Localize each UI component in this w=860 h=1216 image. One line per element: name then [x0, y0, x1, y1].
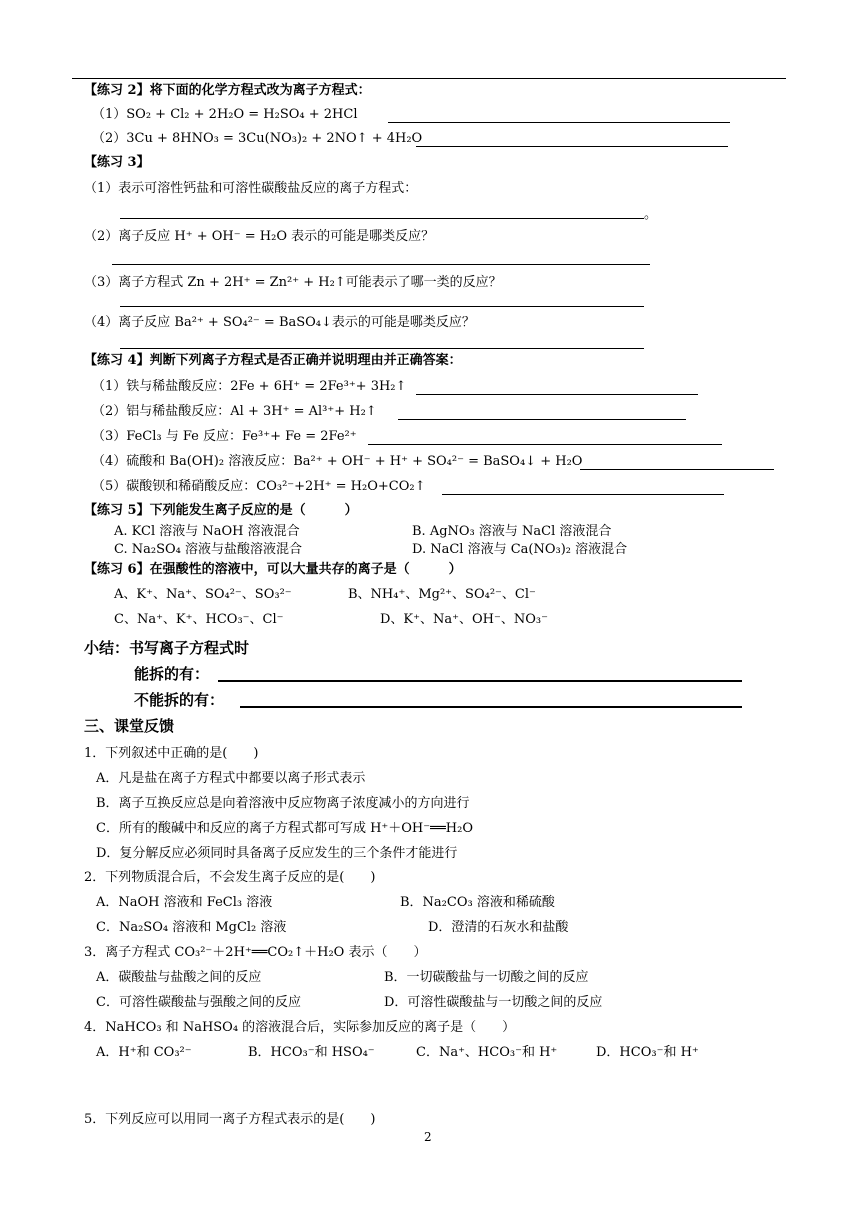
answer-line	[416, 394, 698, 395]
exercise-6-title: 【练习 6】在强酸性的溶液中，可以大量共存的离子是（ ）	[84, 562, 462, 577]
answer-line	[120, 306, 644, 307]
answer-line	[388, 122, 730, 123]
exercise-3-q4: （4）离子反应 Ba²⁺ + SO₄²⁻ = BaSO₄↓表示的可能是哪类反应？	[84, 315, 475, 330]
feedback-3-option-a: A．碳酸盐与盐酸之间的反应	[96, 970, 262, 985]
feedback-2-option-c: C．Na₂SO₄ 溶液和 MgCl₂ 溶液	[96, 920, 287, 935]
exercise-6-option-c: C、Na⁺、K⁺、HCO₃⁻、Cl⁻	[114, 612, 284, 627]
section-3-title: 三、课堂反馈	[84, 717, 175, 735]
answer-line	[240, 706, 742, 708]
exercise-2-q1: （1）SO₂ + Cl₂ + 2H₂O = H₂SO₄ + 2HCl	[92, 107, 358, 122]
exercise-4-q4: （4）硫酸和 Ba(OH)₂ 溶液反应：Ba²⁺ + OH⁻ + H⁺ + SO₄²⁻ = BaSO₄↓ + H₂O	[92, 454, 583, 469]
feedback-2-option-d: D．澄清的石灰水和盐酸	[428, 920, 569, 935]
feedback-4-option-d: D．HCO₃⁻和 H⁺	[596, 1045, 699, 1060]
summary-can-split: 能拆的有：	[134, 665, 210, 683]
feedback-4-question: 4．NaHCO₃ 和 NaHSO₄ 的溶液混合后，实际参加反应的离子是（ ）	[84, 1020, 516, 1035]
feedback-1-option-d: D．复分解反应必须同时具备离子反应发生的三个条件才能进行	[96, 846, 458, 861]
exercise-3-q3: （3）离子方程式 Zn + 2H⁺ = Zn²⁺ + H₂↑可能表示了哪一类的反应？	[84, 275, 502, 290]
answer-line	[580, 469, 774, 470]
exercise-4-title: 【练习 4】判断下列离子方程式是否正确并说明理由并正确答案：	[84, 353, 462, 368]
exercise-5-option-c: C. Na₂SO₄ 溶液与盐酸溶液混合	[114, 542, 302, 557]
feedback-3-question: 3．离子方程式 CO₃²⁻＋2H⁺══CO₂↑＋H₂O 表示（ ）	[84, 945, 427, 960]
summary-cannot-split: 不能拆的有：	[134, 691, 225, 709]
feedback-2-option-a: A．NaOH 溶液和 FeCl₃ 溶液	[96, 895, 273, 910]
exercise-2-q2: （2）3Cu + 8HNO₃ = 3Cu(NO₃)₂ + 2NO↑ + 4H₂O	[92, 131, 423, 146]
feedback-4-option-c: C．Na⁺、HCO₃⁻和 H⁺	[416, 1045, 558, 1060]
feedback-2-question: 2．下列物质混合后，不会发生离子反应的是( )	[84, 870, 376, 885]
header-rule	[72, 78, 786, 79]
exercise-2-title: 【练习 2】将下面的化学方程式改为离子方程式：	[84, 83, 371, 98]
answer-line	[398, 419, 686, 420]
page-number: 2	[424, 1130, 432, 1144]
exercise-4-q3: （3）FeCl₃ 与 Fe 反应：Fe³⁺+ Fe = 2Fe²⁺	[92, 429, 357, 444]
answer-line	[120, 218, 644, 219]
answer-line	[368, 444, 722, 445]
feedback-2-option-b: B．Na₂CO₃ 溶液和稀硫酸	[400, 895, 555, 910]
exercise-3-title: 【练习 3】	[84, 155, 150, 170]
answer-line	[416, 146, 728, 147]
exercise-3-q2: （2）离子反应 H⁺ + OH⁻ = H₂O 表示的可能是哪类反应？	[84, 229, 435, 244]
feedback-3-option-c: C．可溶性碳酸盐与强酸之间的反应	[96, 995, 301, 1010]
answer-line	[442, 494, 724, 495]
exercise-6-option-a: A、K⁺、Na⁺、SO₄²⁻、SO₃²⁻	[114, 587, 292, 602]
answer-line	[112, 264, 650, 265]
answer-line	[120, 348, 644, 349]
feedback-4-option-a: A．H⁺和 CO₃²⁻	[96, 1045, 192, 1060]
exercise-4-q5: （5）碳酸钡和稀硝酸反应：CO₃²⁻+2H⁺ = H₂O+CO₂↑	[92, 479, 426, 494]
exercise-3-q1-end: 。	[644, 207, 658, 222]
exercise-6-option-b: B、NH₄⁺、Mg²⁺、SO₄²⁻、Cl⁻	[348, 587, 536, 602]
feedback-3-option-b: B．一切碳酸盐与一切酸之间的反应	[384, 970, 589, 985]
exercise-5-option-a: A. KCl 溶液与 NaOH 溶液混合	[114, 524, 300, 539]
exercise-6-option-d: D、K⁺、Na⁺、OH⁻、NO₃⁻	[380, 612, 548, 627]
answer-line	[218, 680, 742, 682]
feedback-1-question: 1．下列叙述中正确的是( )	[84, 746, 259, 761]
exercise-4-q2: （2）铝与稀盐酸反应：Al + 3H⁺ = Al³⁺+ H₂↑	[92, 404, 377, 419]
feedback-5-question: 5．下列反应可以用同一离子方程式表示的是( )	[84, 1112, 376, 1127]
feedback-1-option-b: B．离子互换反应总是向着溶液中反应物离子浓度减小的方向进行	[96, 796, 470, 811]
exercise-3-q1: （1）表示可溶性钙盐和可溶性碳酸盐反应的离子方程式：	[84, 181, 418, 196]
feedback-1-option-c: C．所有的酸碱中和反应的离子方程式都可写成 H⁺＋OH⁻══H₂O	[96, 821, 473, 836]
exercise-5-option-d: D. NaCl 溶液与 Ca(NO₃)₂ 溶液混合	[412, 542, 628, 557]
exercise-5-title: 【练习 5】下列能发生离子反应的是（ ）	[84, 503, 358, 518]
exercise-4-q1: （1）铁与稀盐酸反应：2Fe + 6H⁺ = 2Fe³⁺+ 3H₂↑	[92, 379, 407, 394]
exercise-5-option-b: B. AgNO₃ 溶液与 NaCl 溶液混合	[412, 524, 612, 539]
feedback-3-option-d: D．可溶性碳酸盐与一切酸之间的反应	[384, 995, 603, 1010]
summary-title: 小结：书写离子方程式时	[84, 639, 250, 657]
feedback-1-option-a: A．凡是盐在离子方程式中都要以离子形式表示	[96, 771, 366, 786]
feedback-4-option-b: B．HCO₃⁻和 HSO₄⁻	[248, 1045, 375, 1060]
